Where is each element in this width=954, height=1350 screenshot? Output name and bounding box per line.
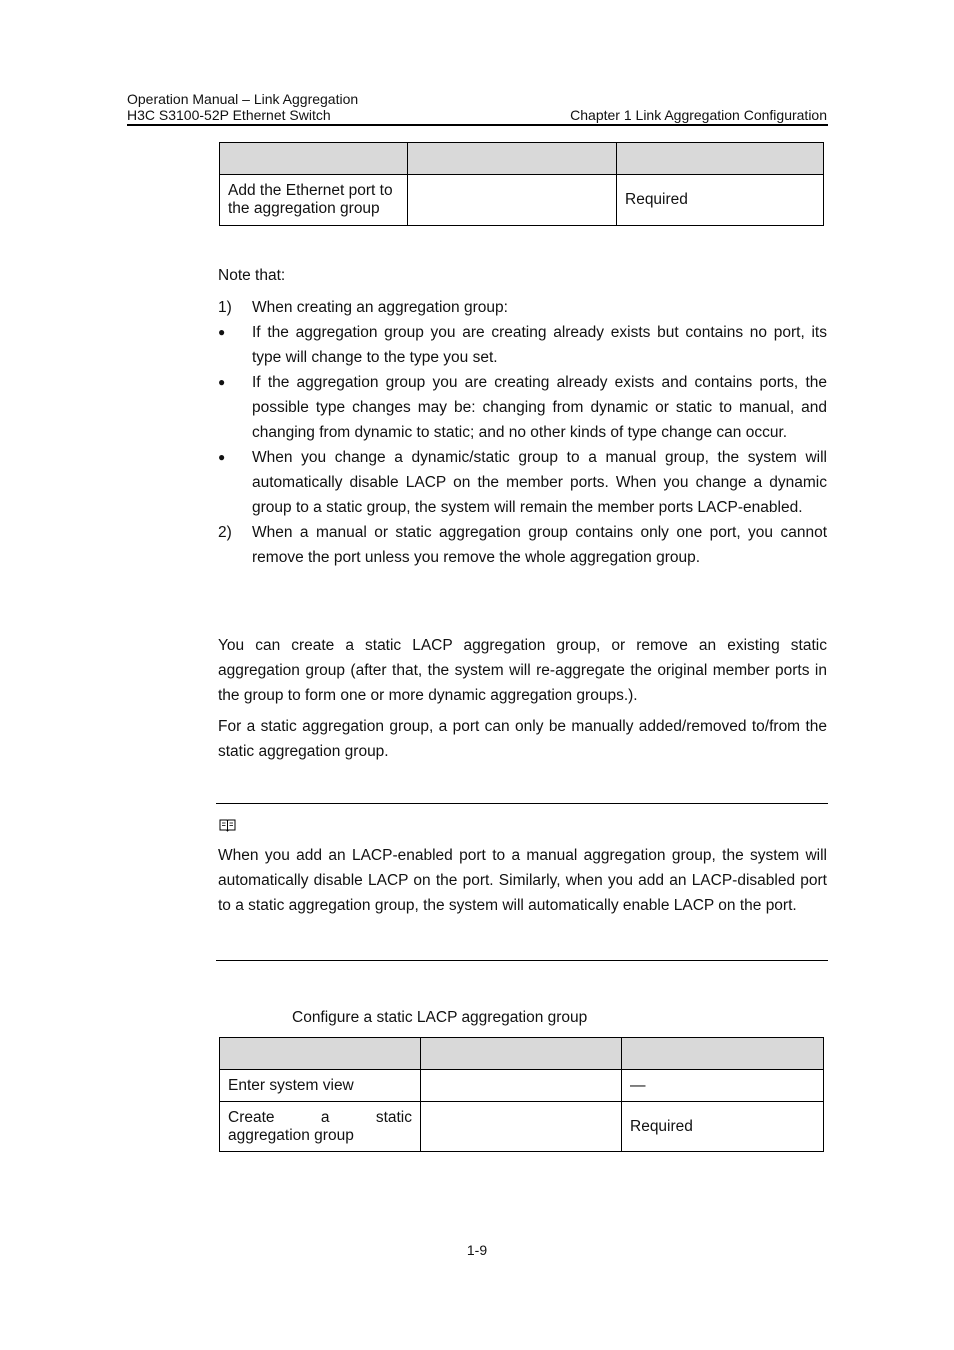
bullet-icon: ● — [218, 450, 226, 464]
table-cell-command — [408, 175, 617, 226]
table-caption: Configure a static LACP aggregation group — [292, 1009, 588, 1026]
header-chapter-title: Chapter 1 Link Aggregation Configuration — [570, 107, 827, 123]
config-table-2 — [219, 1037, 824, 1152]
note-intro: Note that: — [218, 267, 286, 284]
list-item-text: When a manual or static aggregation group contains only one port, you cannot remove the port unless you remove the whole aggregation group. — [252, 524, 827, 566]
table-cell-remarks: Required — [622, 1102, 824, 1152]
list-item-text: If the aggregation group you are creating already exists but contains no port, its type will change to the type you set. — [252, 324, 827, 366]
list-number: 1) — [218, 299, 232, 316]
note-text: When you add an LACP-enabled port to a manual aggregation group, the system will automatically disable LACP on the port. Similarly, when you add an LACP-disabled port to a static aggregation group, the system will automatically enable LACP on the port. — [218, 847, 827, 914]
table-cell-remarks: Required — [617, 175, 824, 226]
table-cell-command — [421, 1102, 622, 1152]
header-manual-title: Operation Manual – Link Aggregation — [127, 91, 359, 107]
table-header-row — [220, 1038, 824, 1070]
list-item-text: When you change a dynamic/static group to a manual group, the system will automatically disable LACP on the member ports. When you change a dynamic group to a static group, the system will remain the member ports LACP-enabled. — [252, 449, 827, 516]
config-table-1 — [219, 142, 824, 226]
page-number: 1-9 — [466, 1242, 488, 1258]
list-number: 2) — [218, 524, 232, 541]
bullet-icon: ● — [218, 325, 226, 339]
note-top-rule — [216, 803, 828, 804]
note-bottom-rule — [216, 960, 828, 961]
list-item — [218, 320, 827, 370]
table-row — [220, 1102, 824, 1152]
table-header-row — [220, 143, 824, 175]
table-cell-operation: Enter system view — [220, 1070, 421, 1102]
table-cell-operation: Add the Ethernet port to the aggregation group — [220, 175, 408, 226]
static-group-paragraph: You can create a static LACP aggregation group, or remove an existing static aggregation group (after that, the system will re-aggregate the original member ports in the group to form one or more dynamic aggregation groups.). — [218, 637, 827, 704]
table-cell-command — [421, 1070, 622, 1102]
table-cell-operation: Create a static aggregation group — [220, 1102, 421, 1152]
header-product-name: H3C S3100-52P Ethernet Switch — [127, 107, 331, 123]
book-icon — [219, 818, 236, 832]
static-group-paragraph: For a static aggregation group, a port can only be manually added/removed to/from the static aggregation group. — [218, 718, 827, 760]
list-item — [218, 295, 827, 320]
list-item-text: If the aggregation group you are creating already exists and contains ports, the possible type changes may be: changing from dynamic or static to manual, and changing from dynamic to static; and no other kinds of type change can occur. — [252, 374, 827, 441]
bullet-icon: ● — [218, 375, 226, 389]
table-cell-remarks: — — [622, 1070, 824, 1102]
table-row — [220, 175, 824, 226]
list-item — [218, 445, 827, 520]
table-row — [220, 1070, 824, 1102]
list-item — [218, 520, 827, 570]
list-item-text: When creating an aggregation group: — [252, 299, 508, 316]
list-item — [218, 370, 827, 445]
header-rule — [127, 124, 828, 126]
